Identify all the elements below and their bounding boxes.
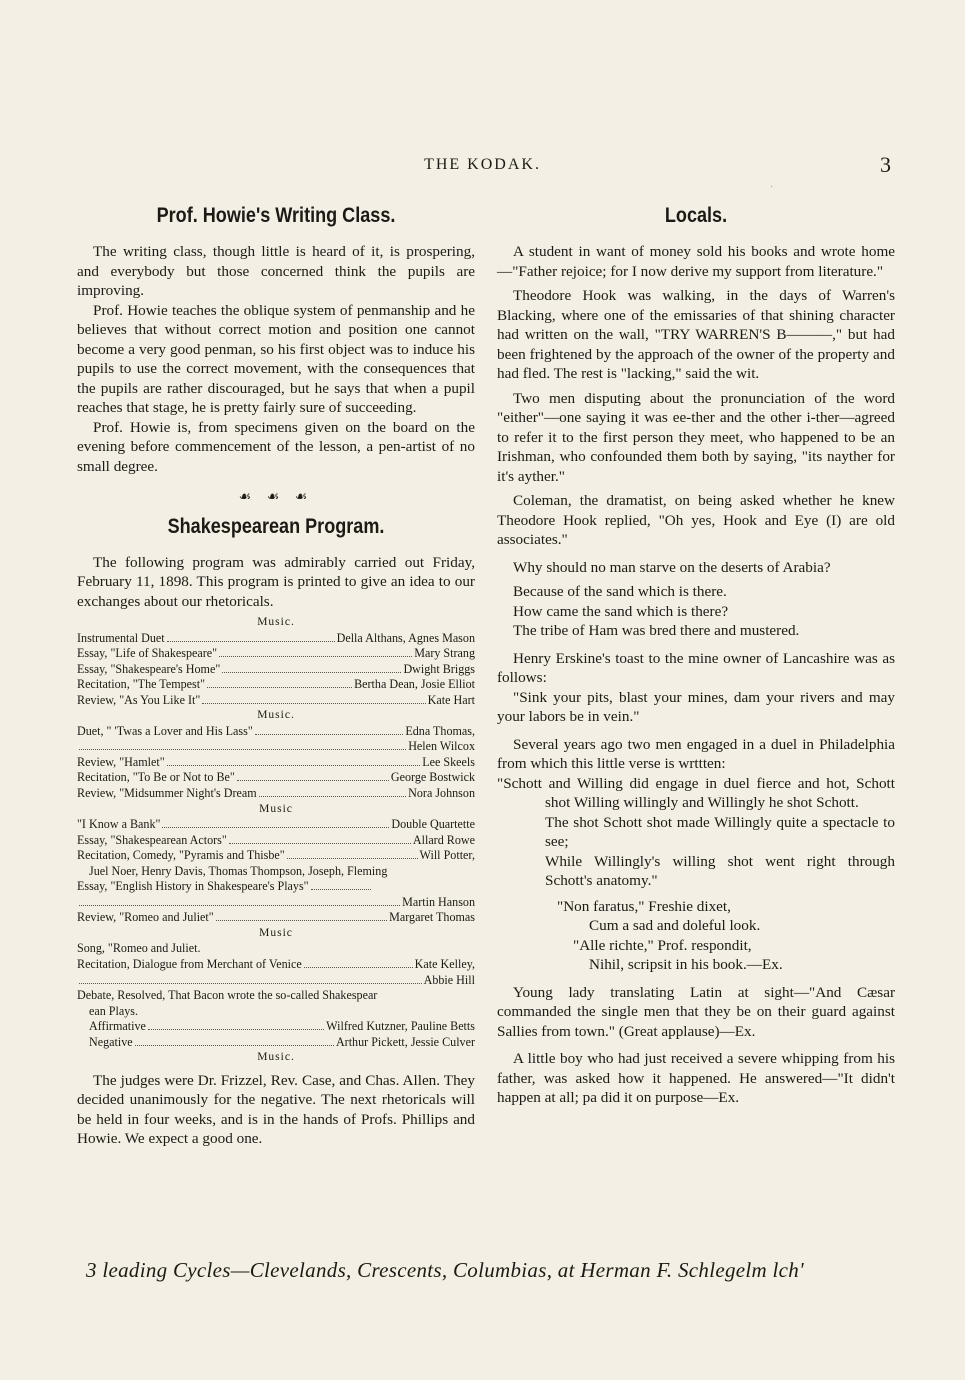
program-entry [77, 1035, 475, 1051]
entry-performer: Margaret Thomas [389, 910, 475, 925]
entry-label: Recitation, Comedy, "Pyramis and Thisbe" [77, 848, 285, 863]
right-column [497, 203, 895, 1108]
local-item: A student in want of money sold his books and wrote home—"Father rejoice; for I now derive my support from literature." [497, 243, 895, 280]
paragraph: Prof. Howie is, from specimens given on the board on the evening before commencement of the lesson, a pen-artist of no small degree. [77, 418, 475, 475]
program-entry [77, 817, 475, 833]
local-item: Several years ago two men engaged in a duel in Philadelphia from which this little verse is wrttten: [497, 735, 895, 772]
local-item: Henry Erskine's toast to the mine owner of Lancashire was as follows: [497, 649, 895, 686]
program-entry: Song, "Romeo and Juliet. [77, 941, 201, 956]
article-title-shakespearean-program: Shakespearean Program. [167, 514, 385, 538]
local-item: Because of the sand which is there. [513, 583, 727, 600]
music-heading: Music. [257, 709, 295, 722]
program-entry [77, 910, 475, 926]
program-entry [77, 848, 475, 864]
footer-advertisement: 3 leading Cycles—Clevelands, Crescents, Columbias, at Herman F. Schlegelm lch' [86, 1258, 804, 1282]
program-entry [77, 739, 475, 755]
paragraph: The writing class, though little is heard of it, is prospering, and everybody but those concerned think the pupils are improving. [77, 243, 475, 299]
duel-verse [497, 774, 895, 891]
verse-line: "Alle richte," Prof. respondit, [573, 936, 752, 954]
entry-performer: Allard Rowe [412, 832, 475, 847]
latin-verse [497, 897, 895, 975]
entry-label: Negative [89, 1034, 133, 1049]
entry-label: Essay, "Life of Shakespeare" [77, 646, 218, 661]
article-title-writing-class: Prof. Howie's Writing Class. [156, 204, 396, 227]
entry-label: Review, "As You Like It" [77, 692, 201, 707]
local-item: How came the sand which is there? [513, 602, 729, 620]
entry-performer: Della Althans, Agnes Mason [336, 630, 475, 645]
program-intro: The following program was admirably carried out Friday, February 11, 1898. This program is printed to give an idea to our exchanges about our rhetoricals. [77, 553, 475, 610]
entry-performer: Will Potter, [419, 848, 475, 863]
program-entry [77, 631, 475, 647]
program-entry [77, 662, 475, 678]
entry-performer: George Bostwick [390, 770, 475, 785]
entry-performer: Martin Hanson [402, 894, 475, 909]
program-entry [77, 693, 475, 709]
entry-label: Recitation, "The Tempest" [77, 677, 206, 692]
article-title-locals: Locals. [664, 204, 728, 227]
running-head [0, 152, 965, 180]
entry-continuation: Juel Noer, Henry Davis, Thomas Thompson, Joseph, Fleming [89, 863, 388, 878]
program-entry [77, 646, 475, 662]
entry-performer: Nora Johnson [408, 786, 475, 801]
music-heading: Music. [257, 616, 295, 628]
entry-performer: Dwight Briggs [403, 661, 475, 676]
entry-label: Essay, "Shakespearean Actors" [77, 832, 227, 847]
program-entry [77, 1019, 475, 1035]
verse-line: The shot Schott shot made Willingly quite a spectacle to see; [545, 813, 895, 850]
page-number: 3 [880, 152, 891, 177]
entry-performer: Kate Hart [427, 692, 475, 707]
fold-mark: · [770, 182, 774, 193]
entry-label: Review, "Midsummer Night's Dream [77, 786, 257, 801]
entry-label: Essay, "Shakespeare's Home" [77, 661, 221, 676]
entry-performer: Bertha Dean, Josie Elliot [354, 677, 475, 692]
entry-performer: Lee Skeels [422, 754, 475, 769]
program-entry [77, 755, 475, 771]
program-list [77, 615, 475, 1066]
entry-continuation: ean Plays. [89, 1003, 139, 1018]
verse-line: "Non faratus," Freshie dixet, [557, 897, 731, 915]
program-entry [77, 973, 475, 989]
program-entry [77, 833, 475, 849]
entry-label: Instrumental Duet [77, 630, 165, 645]
local-item: Why should no man starve on the deserts of Arabia? [513, 558, 831, 576]
verse-line: Nihil, scripsit in his book.—Ex. [589, 956, 783, 973]
local-item: Two men disputing about the pronunciation of the word "either"—one saying it was ee-ther and the other i-ther—agreed to refer it to the first person they meet, who happened to be an Irishman, who confounded them both by saying, "its nayther for it's ayther." [497, 389, 895, 485]
entry-label: Recitation, "To Be or Not to Be" [77, 770, 235, 785]
entry-performer: Kate Kelley, [414, 957, 475, 972]
local-item: Theodore Hook was walking, in the days of Warren's Blacking, where one of the emissaries of that shining character had written on the wall, "TRY WARREN'S B———," but had been frightened by the approach of the owner of the property and had fled. The rest is "lacking," said the wit. [497, 287, 895, 382]
entry-label: Essay, "English History in Shakespeare's Plays" [77, 879, 309, 894]
local-item: "Sink your pits, blast your mines, dam your rivers and may your labors be in vein." [497, 688, 895, 725]
program-closing: The judges were Dr. Frizzel, Rev. Case, and Chas. Allen. They decided unanimously for the negative. The next rhetoricals will be held in four weeks, and is in the hands of Profs. Phillips and Howie. We expect a good one. [77, 1071, 475, 1148]
program-entry [77, 724, 475, 740]
program-entry [77, 879, 475, 895]
program-entry: Debate, Resolved, That Bacon wrote the so-called Shakespear [77, 988, 378, 1003]
verse-line: While Willingly's willing shot went right through Schott's anatomy." [545, 852, 895, 889]
verse-line: Cum a sad and doleful look. [589, 917, 761, 934]
local-item: The tribe of Ham was bred there and mustered. [513, 622, 800, 639]
program-entry [77, 770, 475, 786]
entry-performer: Wilfred Kutzner, Pauline Betts [326, 1019, 475, 1034]
entry-label: Review, "Hamlet" [77, 754, 165, 769]
music-heading: Music [259, 926, 293, 939]
program-entry [77, 957, 475, 973]
verse-line: "Schott and Willing did engage in duel fierce and hot, Schott shot Willing willingly and Willingly he shot Schott. [497, 774, 895, 811]
journal-title: THE KODAK. [424, 156, 541, 173]
program-entry [77, 786, 475, 802]
entry-label: Recitation, Dialogue from Merchant of Venice [77, 957, 302, 972]
paragraph: Prof. Howie teaches the oblique system of penmanship and he believes that without correct motion and position one cannot become a very good penman, so his first object was to induce his pupils to use the correct movement, with the consequences that the pupils are rather discouraged, but he says that when a pupil reaches that stage, he is pretty fairly sure of succeeding. [77, 301, 475, 416]
entry-label: Duet, " 'Twas a Lover and His Lass" [77, 723, 253, 738]
local-item: A little boy who had just received a severe whipping from his father, was asked how it happened. He answered—"It didn't happen at all; pa did it on purpose—Ex. [497, 1050, 895, 1106]
entry-performer: Double Quartette [391, 817, 475, 832]
ornament-divider: ☙ ☙ ☙ [238, 490, 314, 505]
entry-performer: Arthur Pickett, Jessie Culver [335, 1034, 475, 1049]
local-item: Young lady translating Latin at sight—"And Cæsar commanded the single men that they be on their guard against Sallies from town." (Great applause)—Ex. [497, 983, 895, 1040]
left-column [77, 203, 475, 1149]
program-entry [77, 677, 475, 693]
entry-performer: Edna Thomas, [405, 723, 475, 738]
program-entry [77, 895, 475, 911]
entry-label: Affirmative [89, 1019, 146, 1034]
entry-performer: Helen Wilcox [408, 739, 475, 754]
entry-label: "I Know a Bank" [77, 817, 161, 832]
entry-performer: Abbie Hill [423, 972, 475, 987]
entry-label: Review, "Romeo and Juliet" [77, 910, 214, 925]
music-heading: Music. [257, 1051, 295, 1064]
local-item: Coleman, the dramatist, on being asked whether he knew Theodore Hook replied, "Oh yes, Hook and Eye (I) are old associates." [497, 492, 895, 548]
entry-performer: Mary Strang [414, 646, 475, 661]
music-heading: Music [259, 802, 293, 815]
